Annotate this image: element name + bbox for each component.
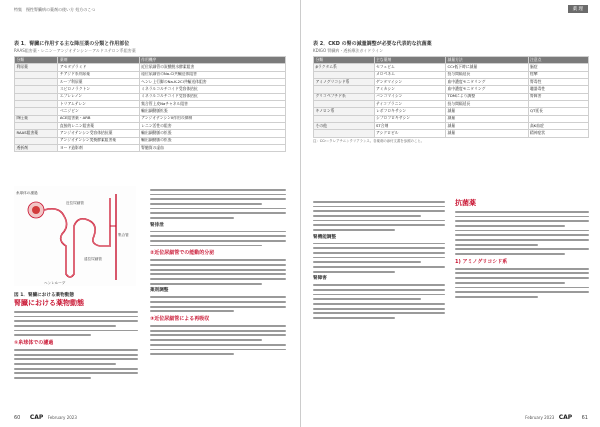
table-row [15, 86, 286, 93]
table-cell [15, 122, 58, 129]
table-cell: キノロン系 [314, 108, 375, 115]
left-col-text [14, 298, 138, 382]
table-cell: 減量 [446, 108, 529, 115]
table-cell [15, 93, 58, 100]
table-cell: 利尿薬 [15, 64, 58, 71]
table-cell: 近位尿細管の炭酸脱水酵素阻害 [139, 64, 285, 71]
table-cell: アミノグリコシド系 [314, 78, 375, 85]
table-row [15, 100, 286, 107]
table2-header: 主な薬剤 [374, 57, 446, 64]
table-row [15, 93, 286, 100]
table-cell [314, 115, 375, 122]
table-row [314, 115, 589, 122]
table-cell: エプレレノン [58, 93, 139, 100]
table-cell: ヘンレ上行脚のNa-K-2Cl共輸送体阻害 [139, 78, 285, 85]
table2-note: 注：CCr＝クレアチニンクリアランス。各薬剤の添付文書を参照のこと。 [313, 138, 425, 143]
table-cell: QT延長 [528, 108, 589, 115]
table-cell: βラクタム系 [314, 64, 375, 71]
figure1-label: 糸球体の濾過 [16, 191, 38, 195]
table-cell: ミネラルコルチコイド受容体拮抗 [139, 86, 285, 93]
table-cell: 腎髄質の虚血 [139, 144, 285, 151]
table-row [314, 122, 589, 129]
figure1 [14, 186, 136, 298]
table-row [314, 78, 589, 85]
table2-header: 注意点 [528, 57, 589, 64]
table-cell: その他 [314, 122, 375, 129]
table-cell [528, 115, 589, 122]
heading: 腎排泄 [150, 222, 164, 228]
table-cell [15, 78, 58, 85]
table-row [15, 71, 286, 78]
table-cell: 腎障害 [528, 93, 589, 100]
table-cell [15, 108, 58, 115]
table-cell: チアジド系利尿薬 [58, 71, 139, 78]
table-row [314, 86, 589, 93]
subsection-heading: 1) アミノグリコシド系 [455, 258, 508, 265]
table-cell: ヨード造影剤 [58, 144, 139, 151]
table-cell [15, 137, 58, 144]
table-cell: 脳症 [528, 64, 589, 71]
table-cell [528, 100, 589, 107]
table1-title: 表 1．腎臓に作用する主な降圧薬の分類と作用部位 [14, 41, 130, 47]
table-cell: CCr低下時に減量 [446, 64, 529, 71]
table-cell: 輸出細動脈の拡張 [139, 130, 285, 137]
table-cell: ST合剤 [374, 122, 446, 129]
table-cell: アセタゾラミド [58, 64, 139, 71]
table-cell: アシクロビル [374, 130, 446, 137]
table-cell: 腎毒性 [528, 78, 589, 85]
table2-title: 表 2．CKD の腎の減量調整が必要な代表的な抗菌薬 [313, 41, 432, 47]
table-row [15, 122, 286, 129]
table-cell: 輸出細動脈の拡張 [139, 137, 285, 144]
footer-left [14, 414, 77, 421]
section-title: 腎臓における薬物動態 [14, 299, 84, 307]
table-row [15, 137, 286, 144]
table-cell: ゲンタマイシン [374, 78, 446, 85]
subsection-heading: ②近位尿細管での能動的分泌 [150, 250, 215, 257]
table-cell: 減量 [446, 122, 529, 129]
issue-month: February 2023 [47, 415, 77, 420]
table-row [314, 71, 589, 78]
section-title: 抗菌薬 [455, 199, 476, 207]
table2-block [313, 40, 589, 143]
table-cell: 降圧薬 [15, 115, 58, 122]
running-header: 特集 慢性腎臓病の薬剤の使い方 処方のこつ [14, 7, 96, 12]
table-cell: 高K血症 [528, 122, 589, 129]
table-cell: 投与間隔延長 [446, 100, 529, 107]
table-row [314, 93, 589, 100]
table-cell: シプロフロキサシン [374, 115, 446, 122]
table-cell [15, 100, 58, 107]
table-row [15, 108, 286, 115]
table-cell [15, 71, 58, 78]
table-cell: 投与間隔延長 [446, 71, 529, 78]
table-cell: ループ利尿薬 [58, 78, 139, 85]
table-cell: 輸出細動脈拡張 [139, 108, 285, 115]
table-cell: アンジオテンシン受容体拮抗薬 [58, 130, 139, 137]
table-cell: メロペネム [374, 71, 446, 78]
table-row [314, 64, 589, 71]
figure1-label: ヘンレループ [44, 281, 66, 285]
table-cell: グリコペプチド系 [314, 93, 375, 100]
table-cell: アミカシン [374, 86, 446, 93]
brand-logo: CAP [29, 414, 44, 421]
table-cell: 聴器毒性 [528, 86, 589, 93]
right-col1-text [313, 198, 445, 322]
table-row [15, 130, 286, 137]
table-cell: ベニジピン [58, 108, 139, 115]
table-cell: テイコプラニン [374, 100, 446, 107]
figure1-label: 遠位尿細管 [84, 257, 102, 261]
right-page [300, 0, 600, 427]
footer-right [525, 414, 588, 421]
nephron-diagram [14, 186, 136, 286]
section-tab: 薬 理 [568, 5, 588, 13]
issue-month: February 2023 [525, 415, 555, 420]
table-cell: レボフロキサシン [374, 108, 446, 115]
table-row [15, 64, 286, 71]
table-cell: 集合管上皮Naチャネル阻害 [139, 100, 285, 107]
table-cell [314, 130, 375, 137]
table-cell: 精神症状 [528, 130, 589, 137]
page-number: 60 [14, 415, 21, 421]
table-cell: 直接的レニン阻害薬 [58, 122, 139, 129]
table-cell: TDMにより調整 [446, 93, 529, 100]
table-cell: 血中濃度モニタリング [446, 86, 529, 93]
table-cell: アンジオテンシン変換酵素阻害薬 [58, 137, 139, 144]
table-cell: 遠位尿細管のNa-Cl共輸送体阻害 [139, 71, 285, 78]
table-cell [314, 100, 375, 107]
brand-logo: CAP [558, 414, 573, 421]
table-row [15, 115, 286, 122]
table-cell: 減量 [446, 115, 529, 122]
table-row [314, 108, 589, 115]
table-cell: 透析剤 [15, 144, 58, 151]
table-cell: スピロノラクトン [58, 86, 139, 93]
figure1-caption: 図 1．腎臓における薬物動態 [14, 293, 74, 298]
right-col2-text [455, 198, 589, 301]
table2-subtitle: KDIGO 腎臓病・透析療法ガイドライン [313, 48, 384, 53]
table-row [314, 100, 589, 107]
table-cell: ミネラルコルチコイド受容体拮抗 [139, 93, 285, 100]
figure1-label: 集合管 [118, 233, 129, 237]
table-cell: 痙攣 [528, 71, 589, 78]
heading: 薬剤調整 [150, 288, 169, 294]
table-cell: RAAS阻害薬 [15, 130, 58, 137]
table-row [15, 78, 286, 85]
table-cell: セフェピム [374, 64, 446, 71]
table-cell: レニン活性の阻害 [139, 122, 285, 129]
table1-block [14, 40, 286, 152]
figure1-label: 近位尿細管 [66, 201, 84, 205]
table1-header: 作用機序 [139, 57, 285, 64]
table2-header: 分類 [314, 57, 375, 64]
table-cell: 減量 [446, 130, 529, 137]
page-number: 61 [581, 415, 588, 421]
table-row [15, 144, 286, 151]
heading: 腎障害 [313, 276, 327, 282]
table-cell: トリアムテレン [58, 100, 139, 107]
table-cell: ACE阻害薬・ARB [58, 115, 139, 122]
table-cell [314, 71, 375, 78]
table-cell: アンジオテンシンII作用の抑制 [139, 115, 285, 122]
subsection-heading: ①糸球体での濾過 [14, 340, 54, 347]
table2-header: 減量方法 [446, 57, 529, 64]
table1-subtitle: RAAS阻害薬・レニン－アンジオテンシン－アルドステロン系阻害薬 [14, 48, 136, 53]
table-cell: バンコマイシン [374, 93, 446, 100]
table-cell [314, 86, 375, 93]
table-row [314, 130, 589, 137]
table-cell [15, 86, 58, 93]
subsection-heading: ③近位尿細管による再吸収 [150, 316, 210, 323]
table1-header: 分類 [15, 57, 58, 64]
left-right-col [150, 186, 286, 358]
table-cell: 血中濃度モニタリング [446, 78, 529, 85]
table2 [313, 56, 589, 138]
table1 [14, 56, 286, 152]
heading: 腎機能調整 [313, 234, 336, 240]
table1-header: 薬剤 [58, 57, 139, 64]
